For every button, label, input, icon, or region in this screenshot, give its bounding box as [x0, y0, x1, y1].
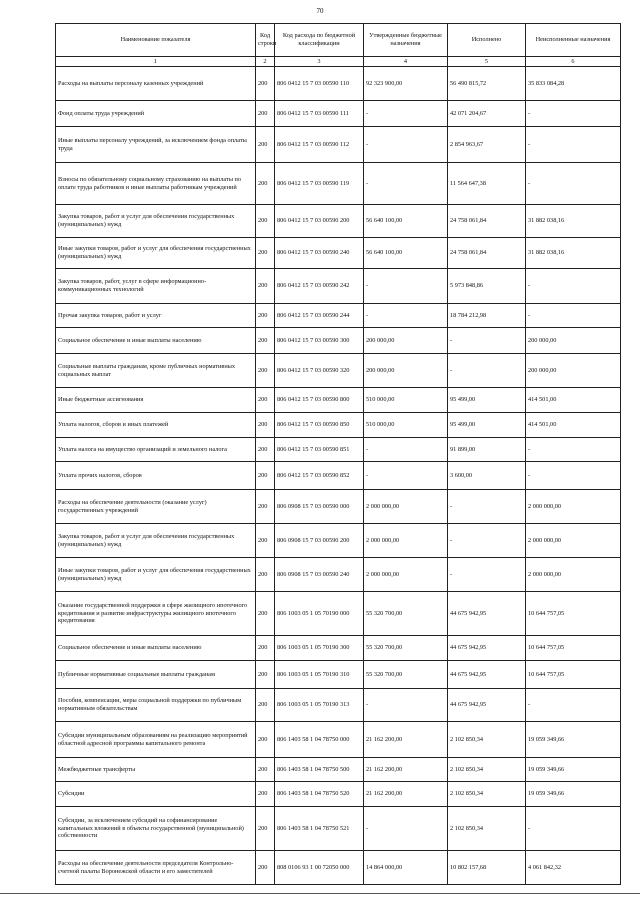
row-unexecuted: -	[526, 127, 621, 163]
column-number-row	[56, 57, 621, 67]
row-unexecuted: 10 644 757,05	[526, 636, 621, 661]
row-budget-code: 806 0412 15 7 03 00590 110	[275, 67, 364, 101]
column-number: 5	[448, 57, 526, 67]
row-name: Субсидии, за исключением субсидий на софинансирование капитальных вложений в объекты государственной (муниципальной) собственности	[56, 807, 256, 851]
row-executed: 44 675 942,95	[448, 592, 526, 636]
table-row	[56, 205, 621, 238]
row-name: Прочая закупка товаров, работ и услуг	[56, 304, 256, 328]
row-line-code: 200	[256, 438, 275, 462]
row-budget-code: 806 0908 15 7 03 00590 000	[275, 490, 364, 524]
row-name: Закупка товаров, работ, услуг в сфере информационно-коммуникационных технологий	[56, 269, 256, 304]
column-number: 2	[256, 57, 275, 67]
row-budget-code: 806 0412 15 7 03 00590 320	[275, 354, 364, 388]
row-unexecuted: -	[526, 163, 621, 205]
table-row	[56, 101, 621, 127]
row-line-code: 200	[256, 304, 275, 328]
row-approved: 510 000,00	[364, 388, 448, 413]
column-number: 6	[526, 57, 621, 67]
row-approved: 21 162 200,00	[364, 782, 448, 807]
row-executed: 5 973 848,86	[448, 269, 526, 304]
row-line-code: 200	[256, 636, 275, 661]
table-row	[56, 758, 621, 782]
row-line-code: 200	[256, 782, 275, 807]
row-executed: 91 899,00	[448, 438, 526, 462]
row-executed: 95 499,00	[448, 413, 526, 438]
row-name: Публичные нормативные социальные выплаты гражданам	[56, 661, 256, 689]
table-row	[56, 413, 621, 438]
table-row	[56, 661, 621, 689]
row-line-code: 200	[256, 807, 275, 851]
row-line-code: 200	[256, 413, 275, 438]
row-executed: 24 758 061,84	[448, 238, 526, 269]
row-unexecuted: 414 501,00	[526, 413, 621, 438]
row-unexecuted: 31 882 038,16	[526, 238, 621, 269]
row-approved: 55 320 700,00	[364, 636, 448, 661]
row-executed: 44 675 942,95	[448, 636, 526, 661]
row-executed: -	[448, 328, 526, 354]
table-row	[56, 354, 621, 388]
row-approved: 21 162 200,00	[364, 722, 448, 758]
row-name: Социальное обеспечение и иные выплаты населению	[56, 636, 256, 661]
row-name: Закупка товаров, работ и услуг для обеспечения государственных (муниципальных) нужд	[56, 205, 256, 238]
row-line-code: 200	[256, 101, 275, 127]
row-executed: -	[448, 354, 526, 388]
row-name: Социальное обеспечение и иные выплаты населению	[56, 328, 256, 354]
row-unexecuted: 31 882 038,16	[526, 205, 621, 238]
row-line-code: 200	[256, 163, 275, 205]
row-name: Фонд оплаты труда учреждений	[56, 101, 256, 127]
column-number: 4	[364, 57, 448, 67]
table-row	[56, 328, 621, 354]
row-budget-code: 806 0412 15 7 03 00590 800	[275, 388, 364, 413]
page-bottom-rule	[0, 893, 640, 894]
table-row	[56, 851, 621, 885]
row-budget-code: 806 0412 15 7 03 00590 111	[275, 101, 364, 127]
row-approved: -	[364, 163, 448, 205]
row-approved: 55 320 700,00	[364, 661, 448, 689]
row-budget-code: 806 0412 15 7 03 00590 112	[275, 127, 364, 163]
row-name: Иные выплаты персоналу учреждений, за исключением фонда оплаты труда	[56, 127, 256, 163]
table-row	[56, 558, 621, 592]
row-name: Уплата налога на имущество организаций и земельного налога	[56, 438, 256, 462]
row-name: Уплата прочих налогов, сборов	[56, 462, 256, 490]
table-row	[56, 238, 621, 269]
row-line-code: 200	[256, 722, 275, 758]
row-unexecuted: -	[526, 304, 621, 328]
row-line-code: 200	[256, 758, 275, 782]
row-approved: 510 000,00	[364, 413, 448, 438]
row-unexecuted: 2 000 000,00	[526, 558, 621, 592]
row-unexecuted: 2 000 000,00	[526, 490, 621, 524]
page-number: 70	[316, 7, 324, 15]
row-unexecuted: -	[526, 689, 621, 722]
row-line-code: 200	[256, 354, 275, 388]
row-unexecuted: 19 059 349,66	[526, 782, 621, 807]
row-executed: 44 675 942,95	[448, 689, 526, 722]
column-number: 1	[56, 57, 256, 67]
header-name: Наименование показателя	[56, 24, 256, 57]
row-line-code: 200	[256, 269, 275, 304]
row-name: Иные бюджетные ассигнования	[56, 388, 256, 413]
row-name: Иные закупки товаров, работ и услуг для обеспечения государственных (муниципальных) нужд	[56, 238, 256, 269]
row-approved: -	[364, 689, 448, 722]
row-approved: 2 000 000,00	[364, 524, 448, 558]
row-approved: 56 640 100,00	[364, 205, 448, 238]
row-budget-code: 806 1403 58 1 04 78750 500	[275, 758, 364, 782]
column-number: 3	[275, 57, 364, 67]
row-line-code: 200	[256, 67, 275, 101]
table-row	[56, 388, 621, 413]
row-executed: 95 499,00	[448, 388, 526, 413]
row-name: Межбюджетные трансферты	[56, 758, 256, 782]
table-row	[56, 163, 621, 205]
row-line-code: 200	[256, 661, 275, 689]
row-budget-code: 806 0412 15 7 03 00590 851	[275, 438, 364, 462]
row-unexecuted: -	[526, 807, 621, 851]
row-budget-code: 806 1403 58 1 04 78750 521	[275, 807, 364, 851]
row-unexecuted: 2 000 000,00	[526, 524, 621, 558]
row-budget-code: 806 0412 15 7 03 00590 850	[275, 413, 364, 438]
row-executed: 42 071 204,67	[448, 101, 526, 127]
row-line-code: 200	[256, 524, 275, 558]
table-row	[56, 782, 621, 807]
row-budget-code: 806 1403 58 1 04 78750 520	[275, 782, 364, 807]
table-row	[56, 127, 621, 163]
row-executed: 44 675 942,95	[448, 661, 526, 689]
row-name: Расходы на выплаты персоналу казенных учреждений	[56, 67, 256, 101]
row-executed: 3 600,00	[448, 462, 526, 490]
row-line-code: 200	[256, 851, 275, 885]
row-executed: -	[448, 524, 526, 558]
row-unexecuted: -	[526, 438, 621, 462]
row-line-code: 200	[256, 205, 275, 238]
row-unexecuted: 19 059 349,66	[526, 722, 621, 758]
table-row	[56, 304, 621, 328]
table-row	[56, 689, 621, 722]
row-approved: -	[364, 127, 448, 163]
row-line-code: 200	[256, 490, 275, 524]
header-line-code: Код строки	[256, 24, 275, 57]
row-name: Закупка товаров, работ и услуг для обеспечения государственных (муниципальных) нужд	[56, 524, 256, 558]
row-unexecuted: 200 000,00	[526, 328, 621, 354]
table-row	[56, 490, 621, 524]
row-executed: -	[448, 558, 526, 592]
row-budget-code: 806 1003 05 1 05 70190 310	[275, 661, 364, 689]
table-row	[56, 592, 621, 636]
table-row	[56, 524, 621, 558]
row-approved: -	[364, 269, 448, 304]
row-approved: 56 640 100,00	[364, 238, 448, 269]
row-name: Расходы на обеспечение деятельности председателя Контрольно-счетной палаты Воронежской области и его заместителей	[56, 851, 256, 885]
row-unexecuted: 4 061 842,32	[526, 851, 621, 885]
row-unexecuted: 10 644 757,05	[526, 592, 621, 636]
row-approved: 14 864 000,00	[364, 851, 448, 885]
row-name: Расходы на обеспечение деятельности (оказание услуг) государственных учреждений	[56, 490, 256, 524]
row-approved: -	[364, 462, 448, 490]
row-line-code: 200	[256, 328, 275, 354]
row-approved: 21 162 200,00	[364, 758, 448, 782]
row-budget-code: 806 0908 15 7 03 00590 240	[275, 558, 364, 592]
row-approved: -	[364, 101, 448, 127]
row-line-code: 200	[256, 388, 275, 413]
row-unexecuted: -	[526, 101, 621, 127]
header-budget-code: Код расхода по бюджетной классификации	[275, 24, 364, 57]
row-budget-code: 806 1003 05 1 05 70190 300	[275, 636, 364, 661]
row-unexecuted: 414 501,00	[526, 388, 621, 413]
header-row	[56, 24, 621, 57]
row-executed: 56 490 815,72	[448, 67, 526, 101]
row-executed: 11 564 647,38	[448, 163, 526, 205]
row-name: Социальные выплаты гражданам, кроме публичных нормативных социальных выплат	[56, 354, 256, 388]
row-budget-code: 806 0908 15 7 03 00590 200	[275, 524, 364, 558]
row-approved: -	[364, 304, 448, 328]
row-executed: 10 802 157,68	[448, 851, 526, 885]
row-executed: 2 102 850,34	[448, 758, 526, 782]
row-budget-code: 806 0412 15 7 03 00590 852	[275, 462, 364, 490]
row-line-code: 200	[256, 462, 275, 490]
row-approved: 2 000 000,00	[364, 558, 448, 592]
table-row	[56, 636, 621, 661]
row-budget-code: 806 0412 15 7 03 00590 119	[275, 163, 364, 205]
row-budget-code: 806 0412 15 7 03 00590 200	[275, 205, 364, 238]
row-name: Субсидии	[56, 782, 256, 807]
row-unexecuted: 200 000,00	[526, 354, 621, 388]
row-approved: -	[364, 807, 448, 851]
row-unexecuted: -	[526, 462, 621, 490]
row-unexecuted: 19 059 349,66	[526, 758, 621, 782]
table-row	[56, 807, 621, 851]
row-budget-code: 806 1403 58 1 04 78750 000	[275, 722, 364, 758]
row-budget-code: 806 0412 15 7 03 00590 242	[275, 269, 364, 304]
row-unexecuted: 35 833 084,28	[526, 67, 621, 101]
table-row	[56, 269, 621, 304]
budget-execution-table	[55, 23, 621, 885]
row-name: Иные закупки товаров, работ и услуг для обеспечения государственных (муниципальных) нужд	[56, 558, 256, 592]
row-approved: 92 323 900,00	[364, 67, 448, 101]
row-approved: -	[364, 438, 448, 462]
table-row	[56, 67, 621, 101]
row-unexecuted: -	[526, 269, 621, 304]
row-executed: -	[448, 490, 526, 524]
row-budget-code: 806 1003 05 1 05 70190 000	[275, 592, 364, 636]
row-name: Субсидии муниципальным образованиям на реализацию мероприятий областной адресной программы капитального ремонта	[56, 722, 256, 758]
row-executed: 2 102 850,34	[448, 807, 526, 851]
row-line-code: 200	[256, 689, 275, 722]
row-line-code: 200	[256, 558, 275, 592]
row-line-code: 200	[256, 592, 275, 636]
row-executed: 2 102 850,34	[448, 722, 526, 758]
row-name: Уплата налогов, сборов и иных платежей	[56, 413, 256, 438]
row-budget-code: 806 0412 15 7 03 00590 240	[275, 238, 364, 269]
row-executed: 2 102 850,34	[448, 782, 526, 807]
row-name: Пособия, компенсации, меры социальной поддержки по публичным нормативным обязательствам	[56, 689, 256, 722]
row-line-code: 200	[256, 238, 275, 269]
header-approved: Утвержденные бюджетные назначения	[364, 24, 448, 57]
row-name: Оказание государственной поддержки в сфере жилищного ипотечного кредитования и развитие инфраструктуры жилищного ипотечного кредитования	[56, 592, 256, 636]
row-approved: 200 000,00	[364, 328, 448, 354]
row-approved: 2 000 000,00	[364, 490, 448, 524]
row-name: Взносы по обязательному социальному страхованию на выплаты по оплате труда работников и иные выплаты работникам учреждений	[56, 163, 256, 205]
row-budget-code: 806 0412 15 7 03 00590 244	[275, 304, 364, 328]
header-unexecuted: Неисполненные назначения	[526, 24, 621, 57]
table-row	[56, 462, 621, 490]
row-executed: 24 758 061,84	[448, 205, 526, 238]
row-approved: 55 320 700,00	[364, 592, 448, 636]
row-line-code: 200	[256, 127, 275, 163]
table-row	[56, 438, 621, 462]
row-budget-code: 808 0106 93 1 00 72050 000	[275, 851, 364, 885]
row-approved: 200 000,00	[364, 354, 448, 388]
row-budget-code: 806 1003 05 1 05 70190 313	[275, 689, 364, 722]
row-unexecuted: 10 644 757,05	[526, 661, 621, 689]
row-executed: 18 784 212,98	[448, 304, 526, 328]
row-executed: 2 854 963,67	[448, 127, 526, 163]
row-budget-code: 806 0412 15 7 03 00590 300	[275, 328, 364, 354]
header-executed: Исполнено	[448, 24, 526, 57]
table-row	[56, 722, 621, 758]
